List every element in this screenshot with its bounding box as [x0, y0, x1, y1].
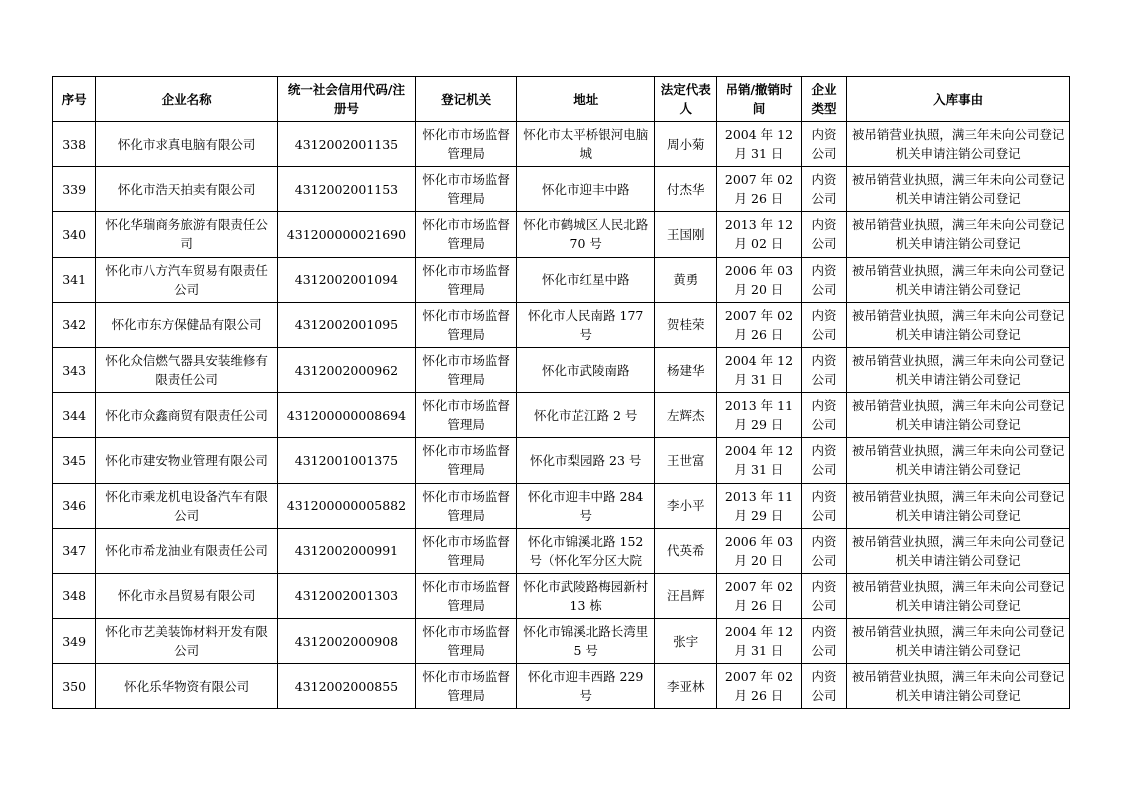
cell-authority-text: 怀化市市场监督管理局	[422, 307, 510, 342]
cell-reason	[847, 347, 1070, 392]
cell-reason-text: 被吊销营业执照，满三年未向公司登记机关申请注销公司登记	[851, 578, 1065, 613]
header-authority: 登记机关	[416, 77, 517, 122]
cell-code	[277, 483, 415, 528]
cell-authority	[416, 573, 517, 618]
cell-type-text: 内资公司	[811, 172, 837, 207]
cell-name	[96, 302, 278, 347]
cell-seq-text: 343	[62, 362, 87, 378]
cell-address	[517, 347, 655, 392]
cell-rep-text: 王世富	[667, 452, 705, 468]
cell-name	[96, 664, 278, 709]
cell-name-text: 怀化华瑞商务旅游有限责任公司	[105, 217, 268, 252]
cell-rep	[655, 302, 717, 347]
cell-code-text: 4312002001135	[294, 136, 399, 152]
cell-date-text: 2013 年 11 月 29 日	[724, 488, 794, 523]
cell-code	[277, 664, 415, 709]
cell-code-text: 4312002000855	[294, 678, 399, 694]
cell-seq	[53, 619, 96, 664]
cell-type	[801, 167, 846, 212]
cell-date-text: 2004 年 12 月 31 日	[724, 443, 794, 478]
cell-date	[717, 393, 802, 438]
cell-address-text: 怀化市锦溪北路 152 号（怀化军分区大院	[528, 533, 644, 568]
header-reason: 入库事由	[847, 77, 1070, 122]
cell-seq-text: 348	[62, 588, 87, 604]
cell-reason	[847, 167, 1070, 212]
cell-type-text: 内资公司	[811, 488, 837, 523]
cell-rep	[655, 257, 717, 302]
cell-seq	[53, 257, 96, 302]
cell-type-text: 内资公司	[811, 669, 837, 704]
cell-rep	[655, 122, 717, 167]
table-row	[53, 347, 1070, 392]
cell-date	[717, 347, 802, 392]
cell-seq-text: 349	[62, 633, 87, 649]
cell-authority	[416, 167, 517, 212]
cell-name	[96, 619, 278, 664]
cell-code	[277, 212, 415, 257]
cell-rep	[655, 347, 717, 392]
cell-rep-text: 李亚林	[667, 678, 705, 694]
cell-date	[717, 438, 802, 483]
cell-name-text: 怀化市八方汽车贸易有限责任公司	[105, 262, 268, 297]
cell-seq	[53, 167, 96, 212]
cell-address	[517, 619, 655, 664]
cell-name	[96, 573, 278, 618]
cell-address-text: 怀化市武陵路梅园新村 13 栋	[523, 578, 649, 613]
cell-name	[96, 347, 278, 392]
header-code: 统一社会信用代码/注册号	[277, 77, 415, 122]
header-rep: 法定代表人	[655, 77, 717, 122]
cell-rep-text: 左辉杰	[667, 407, 705, 423]
cell-authority-text: 怀化市市场监督管理局	[422, 217, 510, 252]
cell-date	[717, 257, 802, 302]
cell-reason-text: 被吊销营业执照，满三年未向公司登记机关申请注销公司登记	[851, 488, 1065, 523]
cell-seq	[53, 664, 96, 709]
cell-seq	[53, 573, 96, 618]
cell-seq-text: 338	[62, 136, 87, 152]
cell-date-text: 2007 年 02 月 26 日	[724, 669, 794, 704]
cell-reason-text: 被吊销营业执照，满三年未向公司登记机关申请注销公司登记	[851, 217, 1065, 252]
cell-rep-text: 付杰华	[667, 181, 705, 197]
cell-authority	[416, 483, 517, 528]
cell-date	[717, 167, 802, 212]
cell-authority	[416, 212, 517, 257]
cell-name-text: 怀化市求真电脑有限公司	[117, 136, 256, 152]
cell-rep-text: 王国刚	[667, 226, 705, 242]
cell-seq	[53, 528, 96, 573]
cell-reason-text: 被吊销营业执照，满三年未向公司登记机关申请注销公司登记	[851, 398, 1065, 433]
cell-seq-text: 344	[62, 407, 87, 423]
cell-date	[717, 664, 802, 709]
cell-rep	[655, 438, 717, 483]
cell-reason-text: 被吊销营业执照，满三年未向公司登记机关申请注销公司登记	[851, 443, 1065, 478]
cell-name	[96, 438, 278, 483]
cell-date-text: 2006 年 03 月 20 日	[724, 262, 794, 297]
cell-address	[517, 122, 655, 167]
cell-reason	[847, 393, 1070, 438]
cell-code-text: 4312002001153	[294, 181, 399, 197]
cell-name-text: 怀化众信燃气器具安装维修有限责任公司	[105, 353, 268, 388]
cell-authority	[416, 619, 517, 664]
cell-reason-text: 被吊销营业执照，满三年未向公司登记机关申请注销公司登记	[851, 624, 1065, 659]
table-row	[53, 573, 1070, 618]
table-row	[53, 664, 1070, 709]
header-address: 地址	[517, 77, 655, 122]
cell-authority-text: 怀化市市场监督管理局	[422, 624, 510, 659]
cell-authority	[416, 528, 517, 573]
cell-reason	[847, 483, 1070, 528]
table-row	[53, 122, 1070, 167]
cell-rep-text: 汪昌辉	[667, 588, 705, 604]
table-row	[53, 619, 1070, 664]
cell-reason	[847, 664, 1070, 709]
cell-reason	[847, 257, 1070, 302]
cell-date	[717, 212, 802, 257]
cell-rep	[655, 528, 717, 573]
cell-authority-text: 怀化市市场监督管理局	[422, 578, 510, 613]
cell-authority-text: 怀化市市场监督管理局	[422, 172, 510, 207]
cell-code	[277, 122, 415, 167]
cell-name-text: 怀化市艺美装饰材料开发有限公司	[105, 624, 268, 659]
cell-rep	[655, 212, 717, 257]
cell-code-text: 4312002000991	[294, 543, 399, 559]
cell-type	[801, 212, 846, 257]
cell-seq-text: 347	[62, 543, 87, 559]
cell-seq	[53, 483, 96, 528]
cell-name	[96, 483, 278, 528]
cell-address	[517, 393, 655, 438]
cell-address-text: 怀化市锦溪北路长湾里 5 号	[523, 624, 649, 659]
cell-type	[801, 528, 846, 573]
cell-code	[277, 438, 415, 483]
cell-address-text: 怀化市红星中路	[541, 272, 630, 288]
cell-name-text: 怀化市浩天拍卖有限公司	[117, 181, 256, 197]
cell-address	[517, 664, 655, 709]
cell-authority-text: 怀化市市场监督管理局	[422, 127, 510, 162]
table-row	[53, 167, 1070, 212]
cell-code-text: 4312002001094	[294, 272, 399, 288]
cell-rep	[655, 573, 717, 618]
cell-type-text: 内资公司	[811, 624, 837, 659]
cell-rep-text: 周小菊	[667, 136, 705, 152]
cell-date	[717, 528, 802, 573]
cell-reason-text: 被吊销营业执照，满三年未向公司登记机关申请注销公司登记	[851, 172, 1065, 207]
cell-rep-text: 张宇	[673, 633, 699, 649]
cell-date-text: 2006 年 03 月 20 日	[724, 533, 794, 568]
cell-type-text: 内资公司	[811, 307, 837, 342]
cell-address-text: 怀化市鹤城区人民北路 70 号	[523, 217, 649, 252]
cell-authority	[416, 393, 517, 438]
cell-type	[801, 122, 846, 167]
cell-type	[801, 664, 846, 709]
cell-date-text: 2004 年 12 月 31 日	[724, 624, 794, 659]
table-row	[53, 302, 1070, 347]
cell-authority	[416, 122, 517, 167]
cell-date	[717, 619, 802, 664]
header-date: 吊销/撤销时间	[717, 77, 802, 122]
cell-rep	[655, 393, 717, 438]
cell-address	[517, 257, 655, 302]
cell-name	[96, 122, 278, 167]
cell-authority	[416, 438, 517, 483]
cell-reason-text: 被吊销营业执照，满三年未向公司登记机关申请注销公司登记	[851, 353, 1065, 388]
cell-type	[801, 438, 846, 483]
cell-type	[801, 393, 846, 438]
cell-date-text: 2013 年 12 月 02 日	[724, 217, 794, 252]
cell-type-text: 内资公司	[811, 533, 837, 568]
cell-reason	[847, 619, 1070, 664]
cell-seq-text: 339	[62, 181, 87, 197]
cell-seq	[53, 347, 96, 392]
table-row	[53, 438, 1070, 483]
cell-reason-text: 被吊销营业执照，满三年未向公司登记机关申请注销公司登记	[851, 533, 1065, 568]
cell-code-text: 4312001001375	[294, 452, 399, 468]
cell-rep-text: 杨建华	[667, 362, 705, 378]
enterprise-table	[52, 76, 1070, 709]
cell-type-text: 内资公司	[811, 262, 837, 297]
cell-seq	[53, 122, 96, 167]
cell-seq-text: 341	[62, 272, 87, 288]
cell-reason-text: 被吊销营业执照，满三年未向公司登记机关申请注销公司登记	[851, 127, 1065, 162]
cell-code	[277, 302, 415, 347]
header-name: 企业名称	[96, 77, 278, 122]
cell-type-text: 内资公司	[811, 127, 837, 162]
cell-authority	[416, 257, 517, 302]
cell-address-text: 怀化市武陵南路	[541, 362, 630, 378]
cell-code	[277, 528, 415, 573]
cell-code-text: 431200000005882	[286, 498, 407, 514]
cell-code-text: 4312002001303	[294, 588, 399, 604]
cell-authority-text: 怀化市市场监督管理局	[422, 488, 510, 523]
cell-date	[717, 122, 802, 167]
cell-name	[96, 212, 278, 257]
cell-name-text: 怀化市永昌贸易有限公司	[117, 588, 256, 604]
cell-rep-text: 代英希	[667, 543, 705, 559]
cell-authority-text: 怀化市市场监督管理局	[422, 353, 510, 388]
cell-date	[717, 573, 802, 618]
cell-type-text: 内资公司	[811, 353, 837, 388]
cell-address-text: 怀化市梨园路 23 号	[530, 452, 642, 468]
cell-authority	[416, 347, 517, 392]
cell-rep	[655, 167, 717, 212]
cell-code-text: 431200000008694	[286, 407, 407, 423]
cell-authority-text: 怀化市市场监督管理局	[422, 669, 510, 704]
cell-seq	[53, 212, 96, 257]
cell-name-text: 怀化市建安物业管理有限公司	[105, 452, 268, 468]
table-row	[53, 257, 1070, 302]
cell-code	[277, 257, 415, 302]
cell-seq-text: 340	[62, 226, 87, 242]
cell-name-text: 怀化市希龙油业有限责任公司	[105, 543, 268, 559]
table-row	[53, 393, 1070, 438]
cell-name-text: 怀化乐华物资有限公司	[124, 678, 250, 694]
cell-reason-text: 被吊销营业执照，满三年未向公司登记机关申请注销公司登记	[851, 669, 1065, 704]
cell-type	[801, 619, 846, 664]
cell-reason	[847, 302, 1070, 347]
cell-date-text: 2004 年 12 月 31 日	[724, 127, 794, 162]
cell-date-text: 2007 年 02 月 26 日	[724, 578, 794, 613]
cell-address	[517, 483, 655, 528]
cell-authority-text: 怀化市市场监督管理局	[422, 443, 510, 478]
header-type: 企业类型	[801, 77, 846, 122]
cell-reason-text: 被吊销营业执照，满三年未向公司登记机关申请注销公司登记	[851, 262, 1065, 297]
cell-address	[517, 573, 655, 618]
cell-authority-text: 怀化市市场监督管理局	[422, 262, 510, 297]
cell-address	[517, 528, 655, 573]
cell-address-text: 怀化市太平桥银河电脑城	[523, 127, 649, 162]
cell-rep	[655, 619, 717, 664]
cell-name-text: 怀化市众鑫商贸有限责任公司	[105, 407, 268, 423]
cell-rep-text: 黄勇	[673, 272, 699, 288]
cell-reason	[847, 212, 1070, 257]
cell-date-text: 2013 年 11 月 29 日	[724, 398, 794, 433]
cell-address	[517, 438, 655, 483]
cell-reason	[847, 122, 1070, 167]
cell-seq-text: 346	[62, 498, 87, 514]
cell-rep	[655, 483, 717, 528]
cell-type-text: 内资公司	[811, 443, 837, 478]
cell-code-text: 4312002000962	[294, 362, 399, 378]
cell-authority	[416, 302, 517, 347]
cell-address-text: 怀化市迎丰中路 284 号	[528, 488, 644, 523]
table-row	[53, 528, 1070, 573]
cell-code	[277, 393, 415, 438]
cell-date-text: 2007 年 02 月 26 日	[724, 307, 794, 342]
header-seq: 序号	[53, 77, 96, 122]
cell-code	[277, 573, 415, 618]
cell-type	[801, 257, 846, 302]
table-header-row	[53, 77, 1070, 122]
cell-reason	[847, 573, 1070, 618]
cell-seq	[53, 393, 96, 438]
cell-date	[717, 483, 802, 528]
cell-address	[517, 302, 655, 347]
cell-authority-text: 怀化市市场监督管理局	[422, 398, 510, 433]
table-row	[53, 212, 1070, 257]
cell-name	[96, 528, 278, 573]
cell-authority	[416, 664, 517, 709]
cell-reason	[847, 528, 1070, 573]
cell-code-text: 431200000021690	[286, 226, 407, 242]
cell-address-text: 怀化市人民南路 177 号	[528, 307, 644, 342]
cell-date-text: 2004 年 12 月 31 日	[724, 353, 794, 388]
cell-type	[801, 302, 846, 347]
cell-date	[717, 302, 802, 347]
cell-type-text: 内资公司	[811, 398, 837, 433]
cell-address	[517, 212, 655, 257]
cell-seq	[53, 438, 96, 483]
cell-address-text: 怀化市迎丰西路 229 号	[528, 669, 644, 704]
cell-rep-text: 李小平	[667, 498, 705, 514]
cell-type-text: 内资公司	[811, 578, 837, 613]
cell-code	[277, 619, 415, 664]
cell-seq	[53, 302, 96, 347]
cell-address-text: 怀化市芷江路 2 号	[534, 407, 638, 423]
cell-reason	[847, 438, 1070, 483]
cell-code	[277, 347, 415, 392]
cell-seq-text: 342	[62, 317, 87, 333]
cell-seq-text: 345	[62, 452, 87, 468]
cell-address	[517, 167, 655, 212]
cell-code	[277, 167, 415, 212]
cell-rep-text: 贺桂荣	[667, 317, 705, 333]
cell-authority-text: 怀化市市场监督管理局	[422, 533, 510, 568]
cell-type	[801, 573, 846, 618]
cell-name-text: 怀化市乘龙机电设备汽车有限公司	[105, 488, 268, 523]
table-row	[53, 483, 1070, 528]
cell-name	[96, 393, 278, 438]
cell-name-text: 怀化市东方保健品有限公司	[111, 317, 262, 333]
cell-name	[96, 257, 278, 302]
cell-type-text: 内资公司	[811, 217, 837, 252]
cell-code-text: 4312002001095	[294, 317, 399, 333]
cell-seq-text: 350	[62, 678, 87, 694]
cell-type	[801, 347, 846, 392]
cell-address-text: 怀化市迎丰中路	[541, 181, 630, 197]
cell-rep	[655, 664, 717, 709]
cell-name	[96, 167, 278, 212]
cell-type	[801, 483, 846, 528]
cell-code-text: 4312002000908	[294, 633, 399, 649]
cell-date-text: 2007 年 02 月 26 日	[724, 172, 794, 207]
cell-reason-text: 被吊销营业执照，满三年未向公司登记机关申请注销公司登记	[851, 307, 1065, 342]
